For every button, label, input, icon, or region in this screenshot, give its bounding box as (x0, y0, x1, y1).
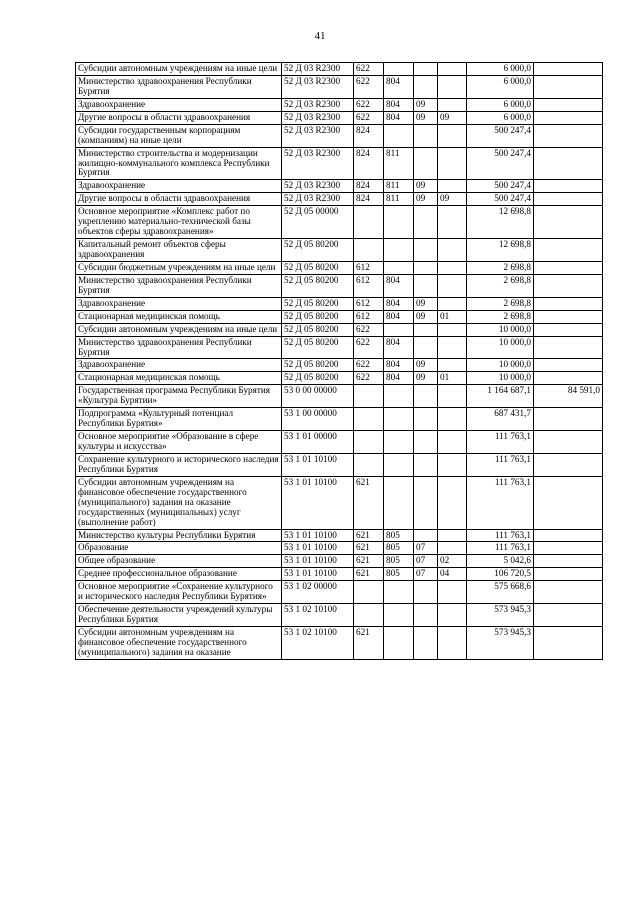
section-code-cell: 09 (414, 193, 438, 206)
expense-type-code-cell: 622 (354, 98, 384, 111)
amount-cell: 500 247,4 (467, 147, 534, 180)
amount-secondary-cell (534, 147, 603, 180)
item-name-cell: Среднее профессиональное образование (76, 568, 282, 581)
table-row (76, 124, 603, 147)
amount-secondary-cell (534, 372, 603, 385)
expense-type-code-cell: 621 (354, 555, 384, 568)
amount-cell: 111 763,1 (467, 542, 534, 555)
section-code-cell (414, 604, 438, 627)
amount-secondary-cell (534, 180, 603, 193)
table-row (76, 193, 603, 206)
amount-cell: 2 698,8 (467, 274, 534, 297)
administrator-code-cell (384, 261, 414, 274)
administrator-code-cell (384, 453, 414, 476)
amount-secondary-cell (534, 63, 603, 76)
expense-type-code-cell: 622 (354, 63, 384, 76)
subsection-code-cell (438, 63, 467, 76)
expense-type-code-cell: 622 (354, 372, 384, 385)
target-article-code-cell: 52 Д 03 R2300 (282, 193, 354, 206)
target-article-code-cell: 53 1 02 10100 (282, 604, 354, 627)
table-row (76, 359, 603, 372)
table-row (76, 75, 603, 98)
target-article-code-cell: 52 Д 05 80200 (282, 239, 354, 262)
expense-type-code-cell: 621 (354, 627, 384, 660)
amount-secondary-cell (534, 529, 603, 542)
table-row (76, 180, 603, 193)
section-code-cell: 09 (414, 98, 438, 111)
administrator-code-cell: 804 (384, 274, 414, 297)
item-name-cell: Субсидии бюджетным учреждениям на иные цели (76, 261, 282, 274)
amount-cell: 2 698,8 (467, 297, 534, 310)
table-row (76, 604, 603, 627)
amount-cell: 10 000,0 (467, 359, 534, 372)
amount-cell: 10 000,0 (467, 323, 534, 336)
subsection-code-cell (438, 542, 467, 555)
amount-cell: 1 164 687,1 (467, 385, 534, 408)
section-code-cell (414, 124, 438, 147)
subsection-code-cell: 01 (438, 310, 467, 323)
amount-cell: 575 668,6 (467, 581, 534, 604)
item-name-cell: Сохранение культурного и исторического наследия Республики Бурятия (76, 453, 282, 476)
item-name-cell: Здравоохранение (76, 297, 282, 310)
subsection-code-cell (438, 336, 467, 359)
target-article-code-cell: 53 1 00 00000 (282, 408, 354, 431)
amount-cell: 500 247,4 (467, 124, 534, 147)
target-article-code-cell: 52 Д 05 80200 (282, 336, 354, 359)
item-name-cell: Министерство здравоохранения Республики Бурятия (76, 75, 282, 98)
section-code-cell (414, 476, 438, 529)
subsection-code-cell (438, 239, 467, 262)
administrator-code-cell (384, 124, 414, 147)
section-code-cell (414, 581, 438, 604)
section-code-cell (414, 63, 438, 76)
item-name-cell: Субсидии автономным учреждениям на иные цели (76, 323, 282, 336)
target-article-code-cell: 53 1 01 10100 (282, 568, 354, 581)
target-article-code-cell: 52 Д 03 R2300 (282, 124, 354, 147)
item-name-cell: Основное мероприятие «Комплекс работ по укреплению материально-технической базы объектов сферы здравоохранения» (76, 206, 282, 239)
administrator-code-cell: 804 (384, 297, 414, 310)
item-name-cell: Обеспечение деятельности учреждений культуры Республики Бурятия (76, 604, 282, 627)
item-name-cell: Основное мероприятие «Образование в сфере культуры и искусства» (76, 431, 282, 454)
table-row (76, 297, 603, 310)
amount-secondary-cell (534, 206, 603, 239)
administrator-code-cell: 804 (384, 359, 414, 372)
expense-type-code-cell (354, 239, 384, 262)
target-article-code-cell: 52 Д 05 80200 (282, 261, 354, 274)
table-row (76, 581, 603, 604)
subsection-code-cell (438, 180, 467, 193)
section-code-cell (414, 239, 438, 262)
amount-cell: 2 698,8 (467, 310, 534, 323)
target-article-code-cell: 53 0 00 00000 (282, 385, 354, 408)
table-row (76, 336, 603, 359)
table-row (76, 627, 603, 660)
expense-type-code-cell: 612 (354, 261, 384, 274)
amount-cell: 111 763,1 (467, 529, 534, 542)
expense-type-code-cell (354, 453, 384, 476)
target-article-code-cell: 53 1 01 10100 (282, 529, 354, 542)
target-article-code-cell: 53 1 02 00000 (282, 581, 354, 604)
table-row (76, 111, 603, 124)
section-code-cell (414, 274, 438, 297)
section-code-cell: 09 (414, 297, 438, 310)
amount-cell: 10 000,0 (467, 372, 534, 385)
administrator-code-cell: 804 (384, 310, 414, 323)
administrator-code-cell: 804 (384, 98, 414, 111)
administrator-code-cell (384, 431, 414, 454)
amount-cell: 573 945,3 (467, 604, 534, 627)
item-name-cell: Министерство здравоохранения Республики Бурятия (76, 274, 282, 297)
expense-type-code-cell: 824 (354, 147, 384, 180)
table-row (76, 98, 603, 111)
administrator-code-cell: 804 (384, 336, 414, 359)
amount-secondary-cell (534, 111, 603, 124)
expense-type-code-cell: 622 (354, 111, 384, 124)
subsection-code-cell (438, 274, 467, 297)
subsection-code-cell (438, 476, 467, 529)
expense-type-code-cell: 622 (354, 323, 384, 336)
table-row (76, 431, 603, 454)
amount-secondary-cell (534, 453, 603, 476)
administrator-code-cell: 804 (384, 111, 414, 124)
item-name-cell: Субсидии государственным корпорациям (компаниям) на иные цели (76, 124, 282, 147)
table-row (76, 310, 603, 323)
table-row (76, 147, 603, 180)
administrator-code-cell (384, 323, 414, 336)
item-name-cell: Стационарная медицинская помощь (76, 310, 282, 323)
subsection-code-cell (438, 359, 467, 372)
subsection-code-cell: 01 (438, 372, 467, 385)
target-article-code-cell: 52 Д 05 80200 (282, 372, 354, 385)
section-code-cell: 07 (414, 555, 438, 568)
subsection-code-cell (438, 385, 467, 408)
table-row (76, 261, 603, 274)
table-row (76, 568, 603, 581)
administrator-code-cell (384, 385, 414, 408)
expense-type-code-cell: 824 (354, 124, 384, 147)
amount-cell: 687 431,7 (467, 408, 534, 431)
table-row (76, 408, 603, 431)
item-name-cell: Другие вопросы в области здравоохранения (76, 111, 282, 124)
item-name-cell: Стационарная медицинская помощь (76, 372, 282, 385)
administrator-code-cell: 811 (384, 147, 414, 180)
expense-type-code-cell: 612 (354, 310, 384, 323)
section-code-cell (414, 408, 438, 431)
target-article-code-cell: 53 1 02 10100 (282, 627, 354, 660)
section-code-cell (414, 453, 438, 476)
subsection-code-cell (438, 604, 467, 627)
target-article-code-cell: 52 Д 03 R2300 (282, 180, 354, 193)
target-article-code-cell: 53 1 01 00000 (282, 431, 354, 454)
section-code-cell (414, 431, 438, 454)
section-code-cell: 09 (414, 359, 438, 372)
table-row (76, 385, 603, 408)
subsection-code-cell: 09 (438, 111, 467, 124)
amount-secondary-cell (534, 336, 603, 359)
amount-cell: 6 000,0 (467, 111, 534, 124)
item-name-cell: Субсидии автономным учреждениям на финансовое обеспечение государственного (муниципального) задания на оказание (76, 627, 282, 660)
subsection-code-cell (438, 627, 467, 660)
amount-secondary-cell (534, 627, 603, 660)
target-article-code-cell: 53 1 01 10100 (282, 453, 354, 476)
administrator-code-cell: 805 (384, 542, 414, 555)
table-row (76, 323, 603, 336)
amount-secondary-cell (534, 124, 603, 147)
amount-secondary-cell (534, 75, 603, 98)
section-code-cell (414, 627, 438, 660)
section-code-cell: 07 (414, 568, 438, 581)
item-name-cell: Министерство здравоохранения Республики Бурятия (76, 336, 282, 359)
item-name-cell: Подпрограмма «Культурный потенциал Республики Бурятия» (76, 408, 282, 431)
amount-cell: 500 247,4 (467, 193, 534, 206)
administrator-code-cell (384, 408, 414, 431)
target-article-code-cell: 52 Д 05 80200 (282, 359, 354, 372)
target-article-code-cell: 52 Д 05 80200 (282, 297, 354, 310)
subsection-code-cell (438, 261, 467, 274)
amount-cell: 12 698,8 (467, 206, 534, 239)
target-article-code-cell: 52 Д 03 R2300 (282, 63, 354, 76)
target-article-code-cell: 53 1 01 10100 (282, 542, 354, 555)
amount-secondary-cell (534, 239, 603, 262)
expense-type-code-cell: 621 (354, 568, 384, 581)
amount-cell: 500 247,4 (467, 180, 534, 193)
administrator-code-cell (384, 627, 414, 660)
amount-secondary-cell (534, 408, 603, 431)
table-row (76, 274, 603, 297)
expense-type-code-cell: 824 (354, 193, 384, 206)
amount-secondary-cell (534, 98, 603, 111)
subsection-code-cell: 04 (438, 568, 467, 581)
table-row (76, 239, 603, 262)
table-row (76, 453, 603, 476)
administrator-code-cell: 805 (384, 529, 414, 542)
expense-type-code-cell: 622 (354, 336, 384, 359)
subsection-code-cell (438, 297, 467, 310)
amount-cell: 12 698,8 (467, 239, 534, 262)
amount-secondary-cell: 84 591,0 (534, 385, 603, 408)
item-name-cell: Министерство культуры Республики Бурятия (76, 529, 282, 542)
item-name-cell: Другие вопросы в области здравоохранения (76, 193, 282, 206)
expense-type-code-cell (354, 408, 384, 431)
subsection-code-cell (438, 431, 467, 454)
expense-type-code-cell (354, 206, 384, 239)
section-code-cell (414, 385, 438, 408)
section-code-cell (414, 323, 438, 336)
budget-table-body (76, 63, 603, 660)
subsection-code-cell (438, 75, 467, 98)
item-name-cell: Общее образование (76, 555, 282, 568)
subsection-code-cell (438, 147, 467, 180)
subsection-code-cell (438, 529, 467, 542)
target-article-code-cell: 53 1 01 10100 (282, 555, 354, 568)
budget-table (75, 62, 603, 660)
amount-secondary-cell (534, 310, 603, 323)
amount-secondary-cell (534, 431, 603, 454)
administrator-code-cell: 805 (384, 568, 414, 581)
item-name-cell: Образование (76, 542, 282, 555)
section-code-cell: 07 (414, 542, 438, 555)
table-row (76, 372, 603, 385)
section-code-cell: 09 (414, 180, 438, 193)
administrator-code-cell (384, 206, 414, 239)
amount-secondary-cell (534, 555, 603, 568)
expense-type-code-cell: 612 (354, 274, 384, 297)
subsection-code-cell (438, 581, 467, 604)
item-name-cell: Министерство строительства и модернизации жилищно-коммунального комплекса Республики Бурятия (76, 147, 282, 180)
administrator-code-cell: 805 (384, 555, 414, 568)
amount-cell: 6 000,0 (467, 75, 534, 98)
expense-type-code-cell: 824 (354, 180, 384, 193)
subsection-code-cell (438, 206, 467, 239)
amount-secondary-cell (534, 297, 603, 310)
section-code-cell (414, 336, 438, 359)
amount-cell: 106 720,5 (467, 568, 534, 581)
item-name-cell: Здравоохранение (76, 98, 282, 111)
table-row (76, 529, 603, 542)
expense-type-code-cell: 621 (354, 542, 384, 555)
section-code-cell (414, 75, 438, 98)
amount-cell: 573 945,3 (467, 627, 534, 660)
administrator-code-cell (384, 63, 414, 76)
table-row (76, 555, 603, 568)
administrator-code-cell (384, 581, 414, 604)
administrator-code-cell: 811 (384, 180, 414, 193)
amount-secondary-cell (534, 568, 603, 581)
expense-type-code-cell: 612 (354, 297, 384, 310)
expense-type-code-cell: 622 (354, 75, 384, 98)
amount-secondary-cell (534, 323, 603, 336)
expense-type-code-cell (354, 581, 384, 604)
amount-cell: 5 042,6 (467, 555, 534, 568)
subsection-code-cell (438, 98, 467, 111)
target-article-code-cell: 52 Д 03 R2300 (282, 111, 354, 124)
amount-cell: 6 000,0 (467, 63, 534, 76)
item-name-cell: Субсидии автономным учреждениям на финансовое обеспечение государственного (муниципального) задания на оказание государственных (муниципальных) услуг (выполнение работ) (76, 476, 282, 529)
target-article-code-cell: 53 1 01 10100 (282, 476, 354, 529)
section-code-cell (414, 261, 438, 274)
section-code-cell (414, 147, 438, 180)
amount-secondary-cell (534, 604, 603, 627)
item-name-cell: Основное мероприятие «Сохранение культурного и исторического наследия Республики Бурятия» (76, 581, 282, 604)
amount-secondary-cell (534, 261, 603, 274)
expense-type-code-cell (354, 604, 384, 627)
target-article-code-cell: 52 Д 05 00000 (282, 206, 354, 239)
expense-type-code-cell: 621 (354, 476, 384, 529)
amount-cell: 111 763,1 (467, 453, 534, 476)
page-number: 41 (314, 30, 326, 42)
amount-secondary-cell (534, 274, 603, 297)
target-article-code-cell: 52 Д 03 R2300 (282, 98, 354, 111)
expense-type-code-cell: 622 (354, 359, 384, 372)
administrator-code-cell (384, 476, 414, 529)
section-code-cell: 09 (414, 310, 438, 323)
amount-cell: 111 763,1 (467, 431, 534, 454)
subsection-code-cell (438, 124, 467, 147)
subsection-code-cell: 02 (438, 555, 467, 568)
administrator-code-cell (384, 239, 414, 262)
amount-secondary-cell (534, 542, 603, 555)
amount-secondary-cell (534, 581, 603, 604)
section-code-cell (414, 529, 438, 542)
section-code-cell: 09 (414, 111, 438, 124)
table-row (76, 542, 603, 555)
target-article-code-cell: 52 Д 05 80200 (282, 310, 354, 323)
table-row (76, 206, 603, 239)
administrator-code-cell: 804 (384, 75, 414, 98)
item-name-cell: Капитальный ремонт объектов сферы здравоохранения (76, 239, 282, 262)
table-row (76, 63, 603, 76)
target-article-code-cell: 52 Д 03 R2300 (282, 75, 354, 98)
target-article-code-cell: 52 Д 03 R2300 (282, 147, 354, 180)
amount-secondary-cell (534, 359, 603, 372)
subsection-code-cell: 09 (438, 193, 467, 206)
administrator-code-cell: 804 (384, 372, 414, 385)
subsection-code-cell (438, 323, 467, 336)
expense-type-code-cell: 621 (354, 529, 384, 542)
subsection-code-cell (438, 408, 467, 431)
amount-cell: 111 763,1 (467, 476, 534, 529)
administrator-code-cell: 811 (384, 193, 414, 206)
amount-cell: 6 000,0 (467, 98, 534, 111)
item-name-cell: Здравоохранение (76, 180, 282, 193)
amount-cell: 2 698,8 (467, 261, 534, 274)
item-name-cell: Государственная программа Республики Бурятия «Культура Бурятии» (76, 385, 282, 408)
section-code-cell (414, 206, 438, 239)
expense-type-code-cell (354, 385, 384, 408)
amount-secondary-cell (534, 193, 603, 206)
target-article-code-cell: 52 Д 05 80200 (282, 323, 354, 336)
table-row (76, 476, 603, 529)
amount-secondary-cell (534, 476, 603, 529)
expense-type-code-cell (354, 431, 384, 454)
amount-cell: 10 000,0 (467, 336, 534, 359)
item-name-cell: Здравоохранение (76, 359, 282, 372)
subsection-code-cell (438, 453, 467, 476)
item-name-cell: Субсидии автономным учреждениям на иные цели (76, 63, 282, 76)
administrator-code-cell (384, 604, 414, 627)
section-code-cell: 09 (414, 372, 438, 385)
target-article-code-cell: 52 Д 05 80200 (282, 274, 354, 297)
